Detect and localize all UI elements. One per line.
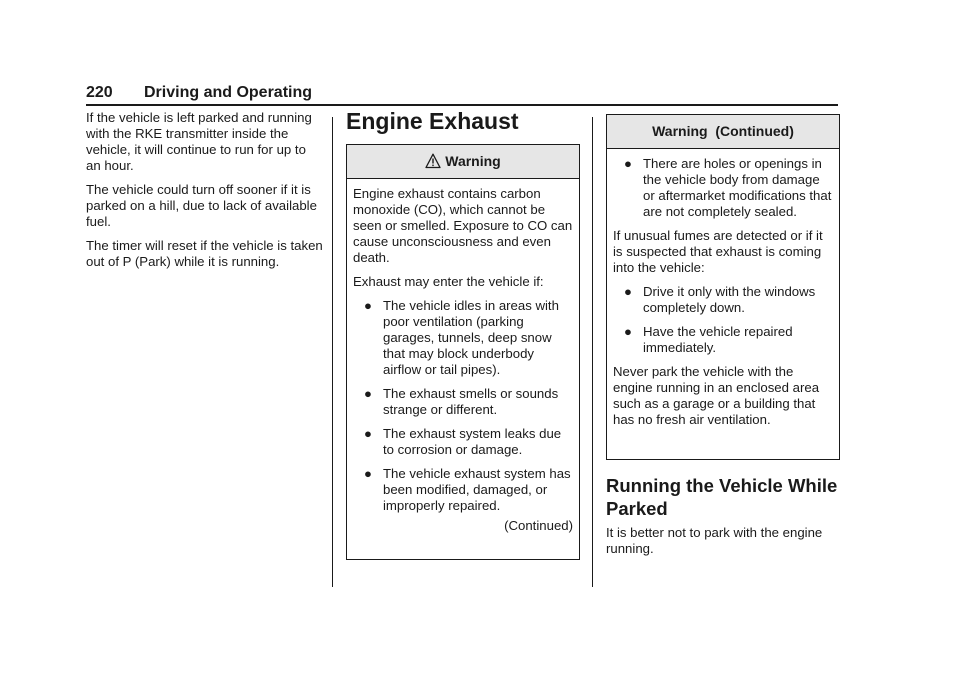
paragraph: If unusual fumes are detected or if it is suspected that exhaust is coming into the vehicle: [613,228,823,275]
continued-label: (Continued) [504,518,573,533]
engine-exhaust-heading: Engine Exhaust [346,108,519,134]
bullet-icon: ● [364,466,372,481]
warning-lead: Exhaust may enter the vehicle if: [353,274,544,289]
warning-triangle-icon [425,153,441,169]
warning-body [347,179,579,540]
list-item: ● The exhaust smells or sounds strange or different. [353,386,573,418]
list-item: ● Have the vehicle repaired immediately. [613,324,833,356]
bullet-icon: ● [624,156,632,171]
list-item: ● The exhaust system leaks due to corrosion or damage. [353,426,573,458]
warning-box [346,144,580,560]
warning-continued-body [607,149,839,442]
list-item: ● The vehicle idles in areas with poor ventilation (parking garages, tunnels, deep snow that may block underbody airflow or tail pipes). [353,298,573,378]
list-item: ● There are holes or openings in the vehicle body from damage or aftermarket modifications that are not completely sealed. [613,156,833,220]
warning-intro: Engine exhaust contains carbon monoxide (CO), which cannot be seen or smelled. Exposure to CO can cause unconsciousness and even death. [353,186,573,265]
page-header [86,84,838,104]
list-item: ● The vehicle exhaust system has been modified, damaged, or improperly repaired. [353,466,573,514]
page-number: 220 [86,84,113,101]
bullet-icon: ● [364,386,372,401]
bullet-icon: ● [364,426,372,441]
bullet-icon: ● [624,284,632,299]
paragraph: It is better not to park with the engine running. [606,525,823,556]
warning-continued-box [606,114,840,460]
running-parked-text [606,525,838,557]
warning-header [347,145,579,179]
paragraph: If the vehicle is left parked and running with the RKE transmitter inside the vehicle, it will continue to run for up to an hour. [86,110,312,173]
warning-title: Warning [445,153,501,169]
bullet-icon: ● [624,324,632,339]
section-title: Driving and Operating [144,84,313,101]
bullet-icon: ● [364,298,372,313]
column-divider-1 [332,117,333,587]
paragraph: The vehicle could turn off sooner if it is parked on a hill, due to lack of available fuel. [86,182,317,229]
header-rule [86,104,838,106]
paragraph: The timer will reset if the vehicle is taken out of P (Park) while it is running. [86,238,323,269]
paragraph: Never park the vehicle with the engine running in an enclosed area such as a garage or a building that has no fresh air ventilation. [613,364,820,427]
column-divider-2 [592,117,593,587]
warning-continued-header: Warning (Continued) [607,115,839,149]
left-column [86,110,324,278]
list-item: ● Drive it only with the windows completely down. [613,284,833,316]
running-parked-heading: Running the Vehicle While Parked [606,475,838,519]
